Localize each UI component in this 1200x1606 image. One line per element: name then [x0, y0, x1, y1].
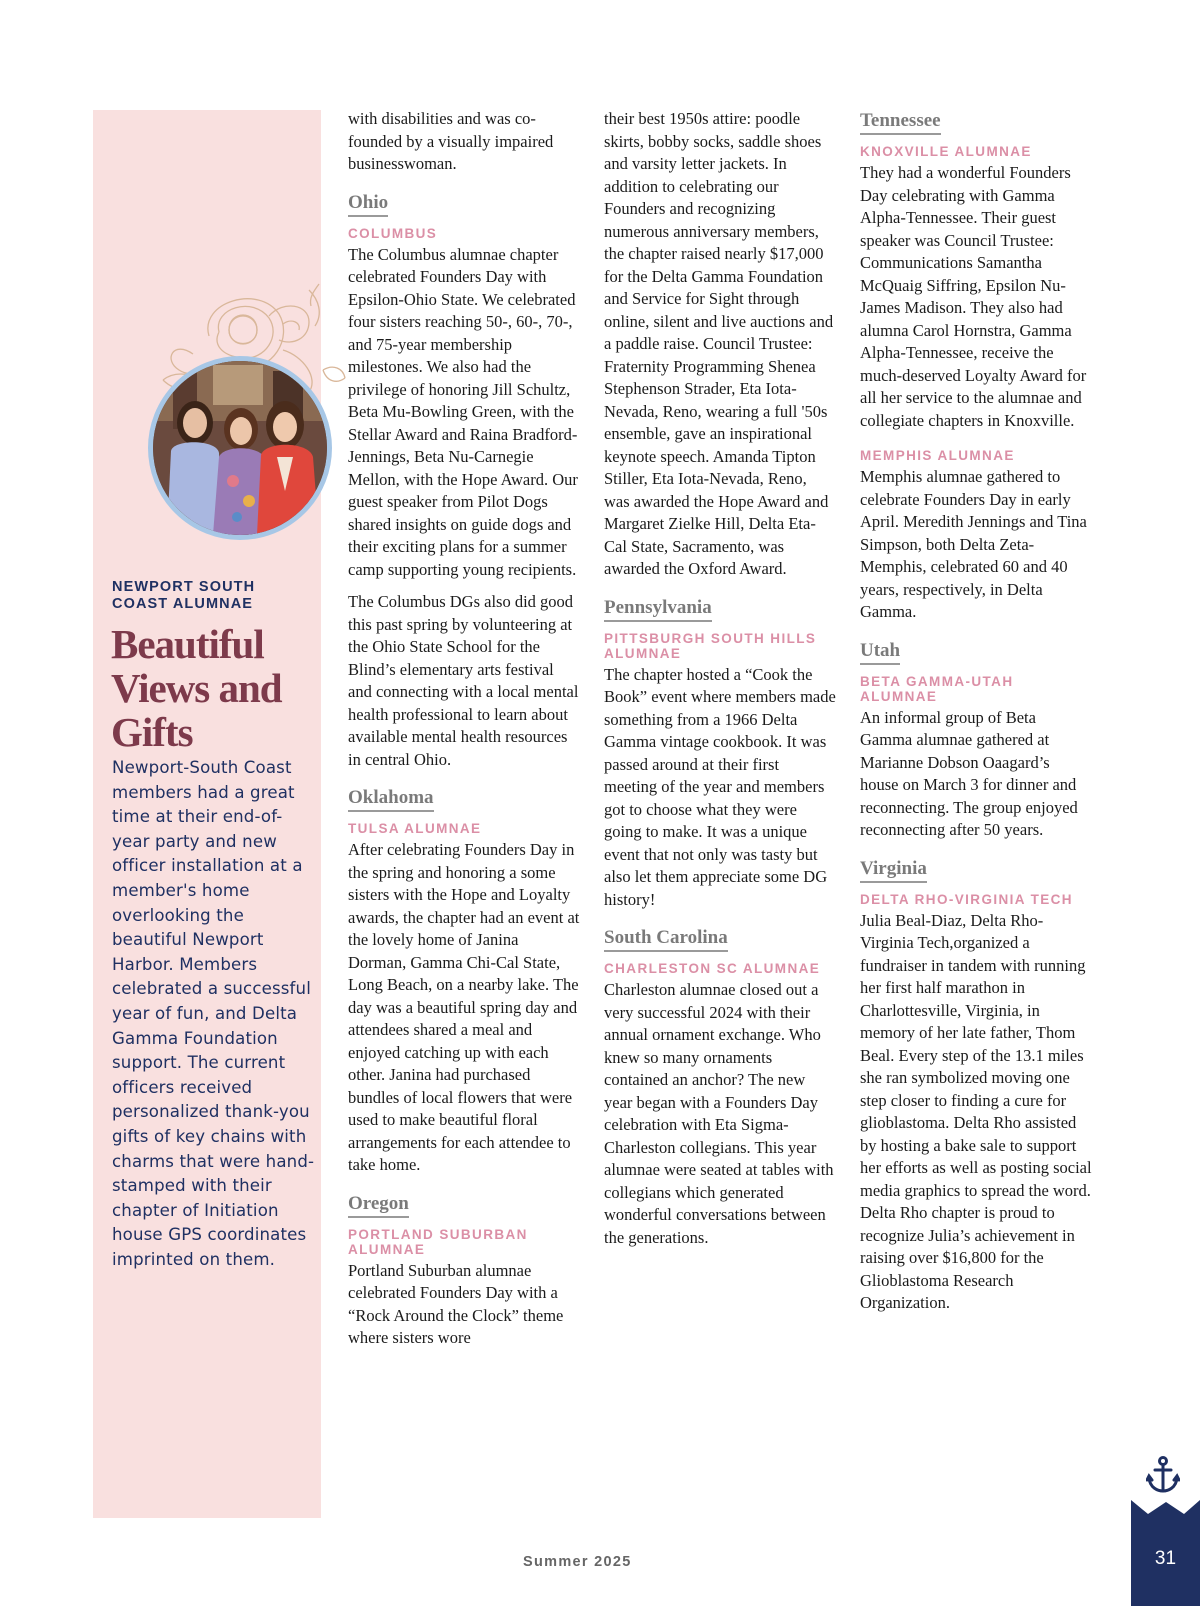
state-heading-virginia: Virginia: [860, 858, 927, 883]
sidebar-body: Newport-South Coast members had a great time at their end-of-year party and new officer installation at a member's home overlooking the beautiful Newport Harbor. Members celebrated a successful year of fun, and Delta Gamma Foundation support. The current officers received personalized thank-you gifts of key chains with charms that were hand-stamped with their chapter of Initiation house GPS coordinates imprinted on them.: [112, 758, 315, 1269]
chapter-heading-portland: PORTLAND SUBURBAN ALUMNAE: [348, 1226, 528, 1257]
paragraph-columbus-1: The Columbus alumnae chapter celebrated Founders Day with Epsilon-Ohio State. We celebrated four sisters reaching 50-, 60-, 70-, and 75-year membership milestones. We also had the privilege of honoring Jill Schultz, Beta Mu-Bowling Green, with the Stellar Award and Raina Bradford-Jennings, Beta Nu-Carnegie Mellon, with the Hope Award. Our guest speaker from Pilot Dogs shared insights on guide dogs and their exciting plans for a summer camp supporting young recipients.: [348, 244, 578, 579]
members-photo: [148, 356, 332, 540]
chapter-heading-beta-gamma: BETA GAMMA-UTAH ALUMNAE: [860, 673, 1014, 704]
page-number: 31: [1154, 1548, 1177, 1569]
paragraph-beta-gamma: An informal group of Beta Gamma alumnae gathered at Marianne Dobson Oaagard’s house on March 3 for dinner and reconnecting. The group enjoyed reconnecting after 50 years.: [860, 707, 1078, 839]
paragraph-portland: Portland Suburban alumnae celebrated Founders Day with a “Rock Around the Clock” theme where sisters wore: [348, 1260, 564, 1347]
sidebar-kicker: NEWPORT SOUTH COAST ALUMNAE: [112, 579, 256, 612]
column-2: [604, 108, 836, 1259]
state-heading-south-carolina: South Carolina: [604, 927, 728, 952]
chapter-heading-delta-rho: DELTA RHO-VIRGINIA TECH: [860, 891, 1073, 907]
column-2-intro: their best 1950s attire: poodle skirts, bobby socks, saddle shoes and varsity letter jackets. In addition to celebrating our Founders and recognizing numerous anniversary members, the chapter raised nearly $17,000 for the Delta Gamma Foundation and Service for Sight through online, silent and live auctions and a paddle raise. Council Trustee: Fraternity Programming Shenea Stephenson Strader, Eta Iota-Nevada, Reno, wearing a full '50s ensemble, gave an inspirational keynote speech. Amanda Tipton Stiller, Eta Iota-Nevada, Reno, was awarded the Hope Award and Margaret Zielke Hill, Delta Eta-Cal State, Sacramento, was awarded the Oxford Award.: [604, 109, 834, 578]
chapter-heading-charleston: CHARLESTON SC ALUMNAE: [604, 961, 821, 976]
paragraph-knoxville: They had a wonderful Founders Day celebrating with Gamma Alpha-Tennessee. Their guest speaker was Council Trustee: Communications Samantha McQuaig Siffring, Epsilon Nu-James Madison. They also had alumna Carol Hornstra, Gamma Alpha-Tennessee, receive the much-deserved Loyalty Award for all her service to the alumnae and collegiate chapters in Knoxville.: [860, 163, 1087, 430]
sidebar-title: Beautiful Views and Gifts: [111, 621, 282, 755]
anchor-icon: [1146, 1456, 1180, 1494]
paragraph-memphis: Memphis alumnae gathered to celebrate Founders Day in early April. Meredith Jennings and Tina Simpson, both Delta Zeta-Memphis, celebrated 60 and 40 years, respectively, in Delta Gamma.: [860, 467, 1087, 621]
chapter-heading-tulsa: TULSA ALUMNAE: [348, 821, 482, 836]
column-3: [860, 108, 1092, 1325]
paragraph-tulsa: After celebrating Founders Day in the spring and honoring a some sisters with the Hope and Loyalty awards, the chapter had an event at the lovely home of Janina Dorman, Gamma Chi-Cal State, Long Beach, on a nearby lake. The day was a beautiful spring day and attendees shared a meal and enjoyed catching up with each other. Janina had purchased bundles of local flowers that were used to make beautiful floral arrangements for each attendee to take home.: [348, 840, 580, 1174]
chapter-heading-knoxville: KNOXVILLE ALUMNAE: [860, 144, 1032, 159]
column-1: [348, 108, 580, 1360]
state-heading-pennsylvania: Pennsylvania: [604, 597, 712, 622]
state-heading-ohio: Ohio: [348, 192, 388, 217]
paragraph-delta-rho: Julia Beal-Diaz, Delta Rho-Virginia Tech,organized a fundraiser in tandem with running her first half marathon in Charlottesville, Virginia, in memory of her late father, Thom Beal. Every step of the 13.1 miles she ran symbolized moving one step closer to finding a cure for glioblastoma. Delta Rho assisted by hosting a bake sale to support her efforts as well as posting social media graphics to spread the word. Delta Rho chapter is proud to recognize Julia’s achievement in raising over $16,800 for the Glioblastoma Research Organization.: [860, 910, 1092, 1312]
chapter-heading-pittsburgh: PITTSBURGH SOUTH HILLS ALUMNAE: [604, 630, 817, 661]
state-heading-oklahoma: Oklahoma: [348, 787, 434, 812]
chapter-heading-columbus: COLUMBUS: [348, 225, 438, 241]
footer-issue: Summer 2025: [523, 1554, 632, 1570]
paragraph-charleston: Charleston alumnae closed out a very successful 2024 with their annual ornament exchange. Who knew so many ornaments contained an anchor? The new year began with a Founders Day celebration with Eta Sigma-Charleston collegians. This year alumnae were seated at tables with collegians which generated wonderful conversations between the generations.: [604, 980, 834, 1247]
chapter-heading-memphis: MEMPHIS ALUMNAE: [860, 448, 1015, 463]
paragraph-columbus-2: The Columbus DGs also did good this past spring by volunteering at the Ohio State School for the Blind’s elementary arts festival and connecting with a local mental health professional to learn about available mental health resources in central Ohio.: [348, 592, 579, 769]
column-1-intro: with disabilities and was co-founded by a visually impaired businesswoman.: [348, 109, 554, 173]
state-heading-oregon: Oregon: [348, 1193, 409, 1218]
photo-group: [133, 280, 373, 495]
state-heading-utah: Utah: [860, 640, 900, 665]
sidebar-panel: [93, 110, 321, 1518]
state-heading-tennessee: Tennessee: [860, 110, 941, 135]
paragraph-pittsburgh: The chapter hosted a “Cook the Book” event where members made something from a 1966 Delta Gamma vintage cookbook. It was passed around at their first meeting of the year and members got to choose what they were going to make. It was a unique event that not only was tasty but also let them appreciate some DG history!: [604, 664, 836, 909]
